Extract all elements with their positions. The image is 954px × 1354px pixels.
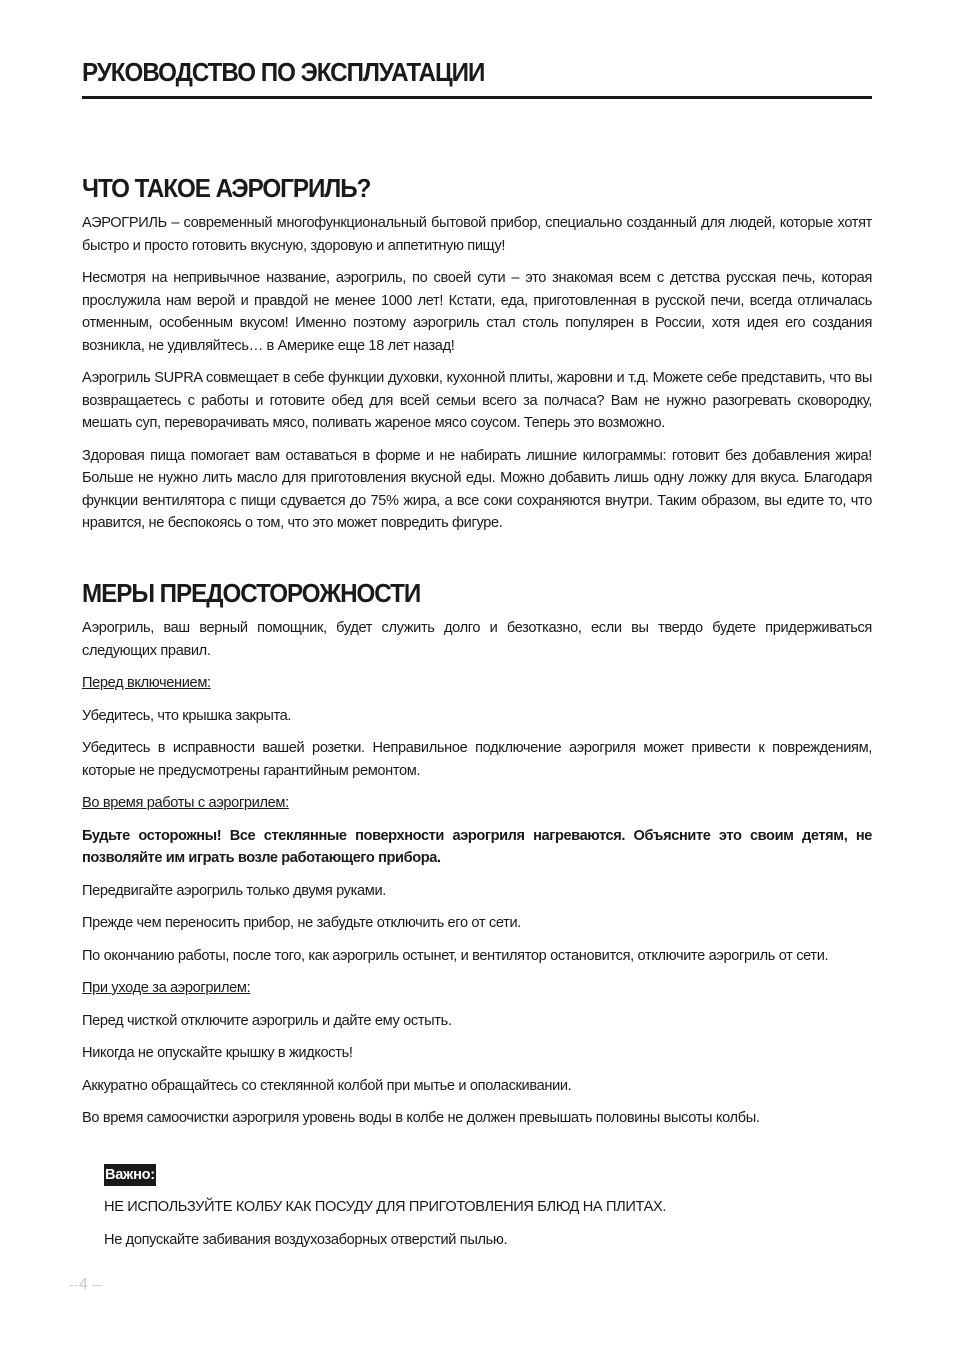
section-title: ЧТО ТАКОЕ АЭРОГРИЛЬ? [82,173,371,203]
page-number-text: 4 [79,1276,88,1293]
rule-item: Прежде чем переносить прибор, не забудьте отключить его от сети. [82,915,521,931]
page-number [70,1276,104,1294]
rule-item: Никогда не опускайте крышку в жидкость! [82,1045,353,1061]
rule-item: Во время самоочистки аэрогриля уровень воды в колбе не должен превышать половины высоты колбы. [82,1110,760,1126]
paragraph: Аэрогриль SUPRA совмещает в себе функции духовки, кухонной плиты, жаровни и т.д. Можете себе представить, что вы возвращаетесь с работы и готовите обед для всей семьи всего за полчаса? Вам не нужно разогревать сковородку, мешать суп, переворачивать мясо, поливать жареное мясо соусом. Теперь это возможно. [82,370,872,431]
rule-item: Перед чисткой отключите аэрогриль и дайте ему остыть. [82,1012,452,1029]
section-title: МЕРЫ ПРЕДОСТОРОЖНОСТИ [82,578,421,608]
paragraph: АЭРОГРИЛЬ – современный многофункциональный бытовой прибор, специально созданный для людей, которые хотят быстро и просто готовить вкусную, здоровую и аппетитную пищу! [82,215,872,254]
subheading-during-operation: Во время работы с аэрогрилем: [82,795,289,811]
rule-item: По окончанию работы, после того, как аэрогриль остынет, и вентилятор остановится, отключите аэрогриль от сети. [82,947,829,964]
page-header-title: РУКОВОДСТВО ПО ЭКСПЛУАТАЦИИ [82,57,485,87]
warning-text: Будьте осторожны! Все стеклянные поверхности аэрогриля нагреваются. Объясните это своим детям, не позволяйте им играть возле работающего прибора. [82,827,872,866]
header-divider [82,96,872,99]
note-item: Не допускайте забивания воздухозаборных отверстий пылью. [104,1231,508,1248]
rule-item: Убедитесь, что крышка закрыта. [82,707,292,724]
note-item: НЕ ИСПОЛЬЗУЙТЕ КОЛБУ КАК ПОСУДУ ДЛЯ ПРИГОТОВЛЕНИЯ БЛЮД НА ПЛИТАХ. [104,1199,667,1215]
rule-item: Передвигайте аэрогриль только двумя руками. [82,882,386,899]
paragraph: Несмотря на непривычное название, аэрогриль, по своей сути – это знакомая всем с детства русская печь, которая прослужила нам верой и правдой не менее 1000 лет! Кстати, еда, приготовленная в русской печи, всегда отличалась отменным, особенным вкусом! Именно поэтому аэрогриль стал столь популярен в России, хотя идея его создания возникла, не удивляйтесь… в Америке еще 18 лет назад! [82,270,872,354]
subheading-before-switching-on: Перед включением: [82,675,211,691]
rule-item: Убедитесь в исправности вашей розетки. Неправильное подключение аэрогриля может привести к повреждениям, которые не предусмотрены гарантийным ремонтом. [82,740,872,779]
rule-item: Аккуратно обращайтесь со стеклянной колбой при мытье и ополаскивании. [82,1077,572,1094]
section-what-is-aerogrill [82,172,872,535]
subheading-care: При уходе за аэрогрилем: [82,980,251,996]
important-label: Важно: [104,1164,156,1186]
paragraph: Здоровая пища помогает вам оставаться в форме и не набирать лишние килограммы: готовит без добавления жира! Больше не нужно лить масло для приготовления вкусной еды. Можно добавить лишь одну ложку для вкуса. Благодаря функции вентилятора с пищи сдувается до 75% жира, а все соки сохраняются внутри. Таким образом, вы едите то, что нравится, не беспокоясь о том, что это может повредить фигуре. [82,447,872,531]
section-precautions [82,577,872,1130]
intro-paragraph: Аэрогриль, ваш верный помощник, будет служить долго и безотказно, если вы твердо будете придерживаться следующих правил. [82,620,872,659]
important-note [104,1164,864,1251]
